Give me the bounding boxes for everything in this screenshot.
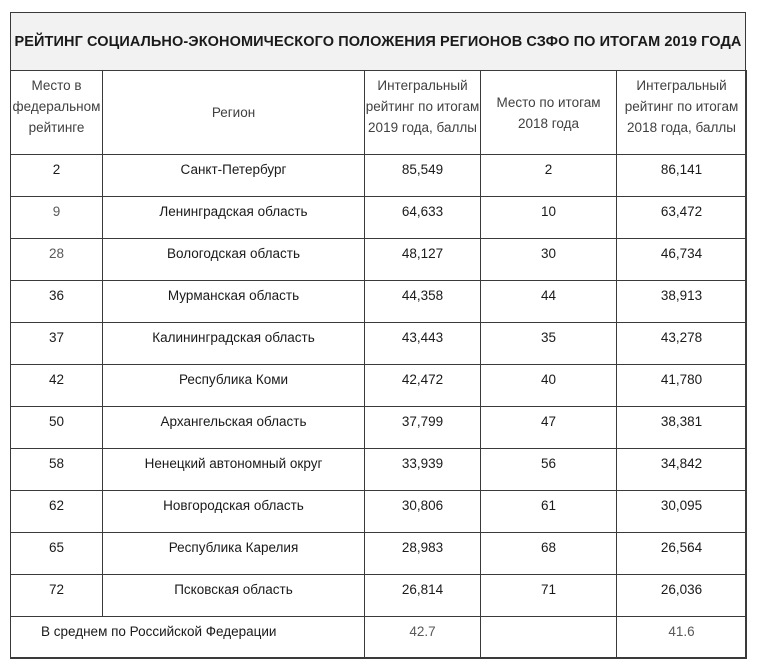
- cell-region: Республика Карелия: [103, 533, 365, 575]
- cell-place-2018: 68: [481, 533, 617, 575]
- cell-rating-2018: 30,095: [617, 491, 747, 533]
- table-row: [11, 533, 747, 575]
- header-row: [11, 71, 747, 155]
- cell-rating-2018: 41,780: [617, 365, 747, 407]
- cell-rating-2018: 86,141: [617, 155, 747, 197]
- cell-place-2018: 30: [481, 239, 617, 281]
- cell-place: 9: [11, 197, 103, 239]
- cell-region: Новгородская область: [103, 491, 365, 533]
- cell-place: 2: [11, 155, 103, 197]
- cell-place-2018: 10: [481, 197, 617, 239]
- header-region: Регион: [103, 71, 365, 155]
- table-row: [11, 281, 747, 323]
- cell-rating-2019: 28,983: [365, 533, 481, 575]
- table-row: [11, 155, 747, 197]
- table-title: РЕЙТИНГ СОЦИАЛЬНО-ЭКОНОМИЧЕСКОГО ПОЛОЖЕНИЯ РЕГИОНОВ СЗФО ПО ИТОГАМ 2019 ГОДА: [11, 13, 745, 71]
- cell-rating-2019: 44,358: [365, 281, 481, 323]
- cell-region: Республика Коми: [103, 365, 365, 407]
- cell-place: 36: [11, 281, 103, 323]
- table-row: [11, 575, 747, 617]
- rating-table-frame: [10, 12, 746, 658]
- cell-region: Санкт-Петербург: [103, 155, 365, 197]
- average-rating-2019: 42.7: [365, 617, 481, 659]
- cell-place: 50: [11, 407, 103, 449]
- header-place-2018: Место по итогам 2018 года: [481, 71, 617, 155]
- cell-region: Вологодская область: [103, 239, 365, 281]
- cell-rating-2018: 26,564: [617, 533, 747, 575]
- cell-place: 65: [11, 533, 103, 575]
- cell-place: 42: [11, 365, 103, 407]
- cell-place-2018: 61: [481, 491, 617, 533]
- cell-rating-2019: 33,939: [365, 449, 481, 491]
- rating-table: [10, 70, 747, 659]
- cell-place-2018: 44: [481, 281, 617, 323]
- cell-place: 28: [11, 239, 103, 281]
- cell-region: Ненецкий автономный округ: [103, 449, 365, 491]
- cell-place: 37: [11, 323, 103, 365]
- table-row: [11, 239, 747, 281]
- header-rating-2018: Интегральный рейтинг по итогам 2018 года, баллы: [617, 71, 747, 155]
- cell-place: 72: [11, 575, 103, 617]
- cell-place-2018: 40: [481, 365, 617, 407]
- cell-rating-2018: 38,913: [617, 281, 747, 323]
- cell-place: 62: [11, 491, 103, 533]
- cell-place-2018: 71: [481, 575, 617, 617]
- table-row: [11, 407, 747, 449]
- cell-region: Архангельская область: [103, 407, 365, 449]
- average-row: [11, 617, 747, 659]
- cell-rating-2019: 48,127: [365, 239, 481, 281]
- table-row: [11, 323, 747, 365]
- table-row: [11, 491, 747, 533]
- cell-rating-2019: 30,806: [365, 491, 481, 533]
- cell-rating-2019: 85,549: [365, 155, 481, 197]
- cell-rating-2019: 42,472: [365, 365, 481, 407]
- average-rating-2018: 41.6: [617, 617, 747, 659]
- cell-rating-2019: 43,443: [365, 323, 481, 365]
- cell-rating-2019: 26,814: [365, 575, 481, 617]
- cell-rating-2019: 64,633: [365, 197, 481, 239]
- cell-rating-2018: 38,381: [617, 407, 747, 449]
- cell-rating-2019: 37,799: [365, 407, 481, 449]
- cell-place-2018: 56: [481, 449, 617, 491]
- cell-region: Калининградская область: [103, 323, 365, 365]
- cell-rating-2018: 34,842: [617, 449, 747, 491]
- cell-region: Мурманская область: [103, 281, 365, 323]
- cell-rating-2018: 46,734: [617, 239, 747, 281]
- average-label: В среднем по Российской Федерации: [11, 617, 365, 659]
- cell-place-2018: 47: [481, 407, 617, 449]
- cell-region: Псковская область: [103, 575, 365, 617]
- cell-region: Ленинградская область: [103, 197, 365, 239]
- header-rating-2019: Интегральный рейтинг по итогам 2019 года, баллы: [365, 71, 481, 155]
- cell-place-2018: 2: [481, 155, 617, 197]
- cell-place-2018: 35: [481, 323, 617, 365]
- cell-place: 58: [11, 449, 103, 491]
- table-row: [11, 197, 747, 239]
- cell-rating-2018: 63,472: [617, 197, 747, 239]
- cell-rating-2018: 43,278: [617, 323, 747, 365]
- average-place-2018-empty: [481, 617, 617, 659]
- table-row: [11, 365, 747, 407]
- header-place-federal: Место в федеральном рейтинге: [11, 71, 103, 155]
- cell-rating-2018: 26,036: [617, 575, 747, 617]
- table-row: [11, 449, 747, 491]
